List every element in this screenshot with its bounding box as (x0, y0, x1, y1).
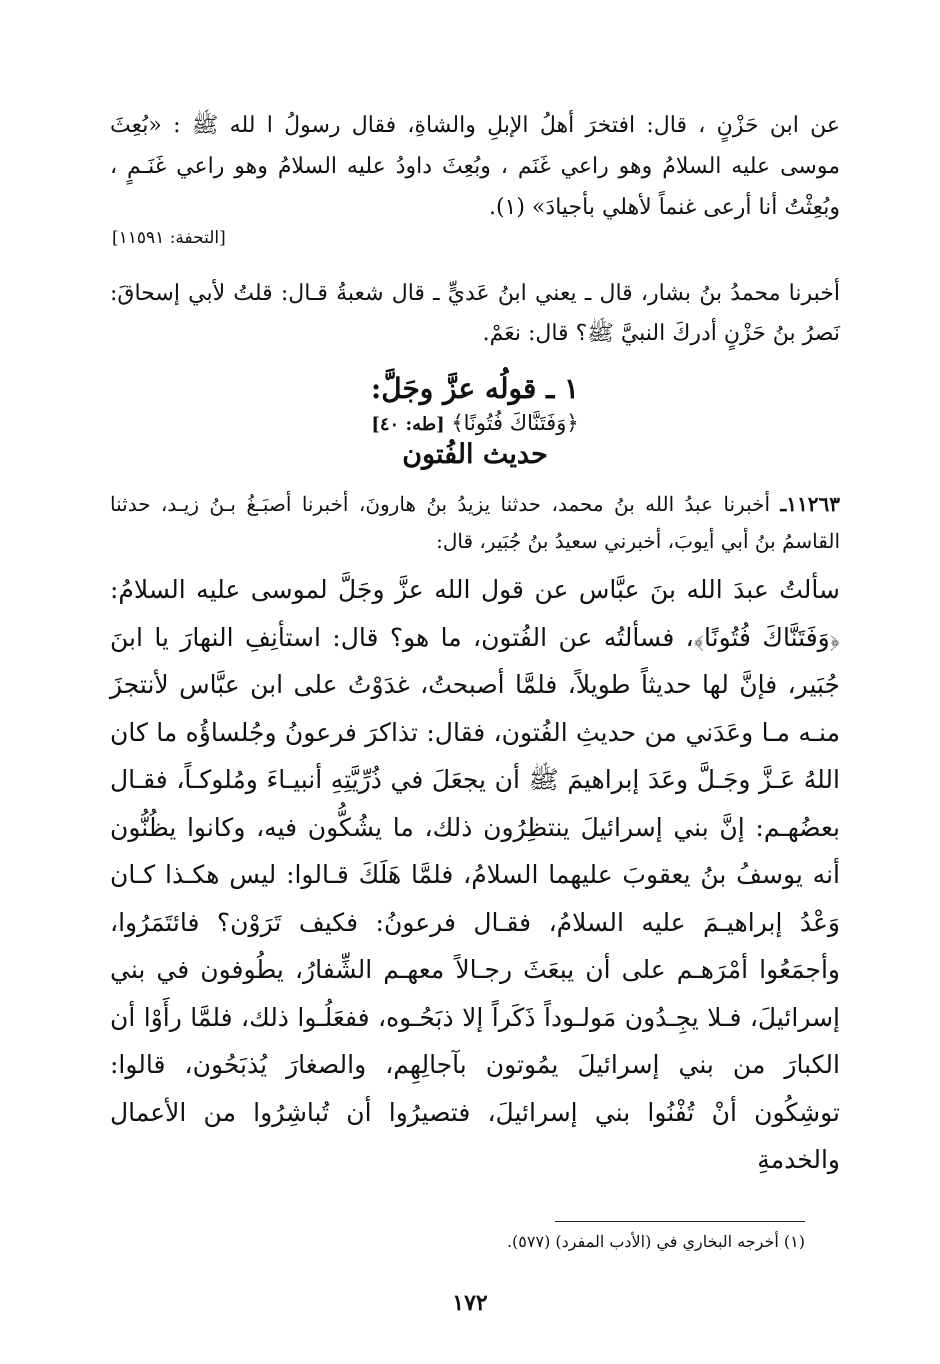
section-subheading: حديث الفُتون (402, 439, 548, 470)
hadith-number: ١١٢٦٣ـ (780, 492, 840, 516)
tuhfa-reference: [التحفة: ١١٥٩١] (112, 228, 226, 248)
footnote-divider (555, 1221, 805, 1222)
section-heading: ١ ـ قولُه عزَّ وجَلَّ: (370, 372, 580, 405)
narration-paragraph: أخبرنا محمدُ بنُ بشار، قال ـ يعني ابنُ عَديٍّ ـ قال شعبةُ قـال: قلتُ لأبي إسحاقَ: نَصرُ بنُ حَزْنٍ أدركَ النبيَّ ﷺ؟ قال: نعَمْ. (110, 281, 840, 346)
hadith-paragraph: عن ابن حَزْنٍ ، قال: افتخرَ أهلُ الإبلِ والشاةِ، فقال رسولُ ا لله ﷺ : «بُعِثَ موسى عليه السلامُ وهو راعي غَنَم ، وبُعِثَ داودُ عليه السلامُ وهو راعي غَنَـمٍ ، وبُعِثْتُ أنا أرعى غنماً لأهلي بأجيادَ» (١). (110, 113, 840, 220)
page-body (110, 105, 840, 1184)
quran-verse-line (110, 411, 840, 435)
page-number: ١٧٢ (452, 1290, 488, 1316)
isnad-text: أخبرنا عبدُ الله بنُ محمد، حدثنا يزيدُ بنُ هارونَ، أخبرنا أصبَـغُ بـنُ زيـد، حدثنا القاسمُ بنُ أبي أيوبَ، أخبرني سعيدُ بنُ جُبَير، قال: (110, 492, 840, 553)
isnad-paragraph (110, 486, 840, 560)
verse-reference: [طه: ٤٠] (371, 414, 445, 435)
main-text: سألتُ عبدَ الله بنَ عبَّاس عن قول الله عزَّ وجَلَّ لموسى عليه السلامُ: ﴿وَفَتَنَّاكَ فُتُونًا﴾، فسألتُه عن الفُتون، ما هو؟ قال: استأنِفِ النهارَ يا ابنَ جُبَير، فإنَّ لها حديثاً طويلاً، فلمَّا أصبحتُ، غدَوْتُ على ابن عبَّاس لأنتجزَ منـه مـا وعَدَني من حديثِ الفُتون، فقال: تذاكرَ فرعونُ وجُلساؤُه ما كان اللهُ عَـزَّ وجَـلَّ وعَدَ إبراهيمَ ﷺ أن يجعَلَ في ذُرِّيَّتِهِ أنبيـاءَ ومُلوكـاً، فقـال بعضُهـم: إنَّ بني إسرائيلَ ينتظِرُون ذلك، ما يشُكُّون فيه، وكانوا يظُنُّون أنه يوسفُ بنُ يعقوبَ عليهما السلامُ، فلمَّا هَلَكَ قـالوا: ليس هكـذا كـان وَعْدُ إبراهيـمَ عليه السلامُ، فقـال فرعونُ: فكيف تَرَوْن؟ فائتَمَرُوا، وأجمَعُوا أمْرَهـم على أن يبعَثَ رجـالاً معهـم الشِّفارُ، يطُوفون في بني إسرائيلَ، فـلا يجِـدُون مَولـوداً ذَكَراً إلا ذبَحُـوه، ففعَلُـوا ذلك، فلمَّا رأَوْا أن الكبارَ من بني إسرائيلَ يمُوتون بآجالِهِم، والصغارَ يُذبَحُون، قالوا: توشِكُون أنْ تُفْنُوا بني إسرائيلَ، فتصيرُوا أن تُباشِرُوا من الأعمال والخدمةِ (110, 575, 841, 1174)
quran-verse: ﴿وَفَتَنَّاكَ فُتُونًا﴾ (451, 411, 579, 435)
footnote: (١) أخرجه البخاري في (الأدب المفرد) (٥٧٧). (506, 1232, 805, 1251)
